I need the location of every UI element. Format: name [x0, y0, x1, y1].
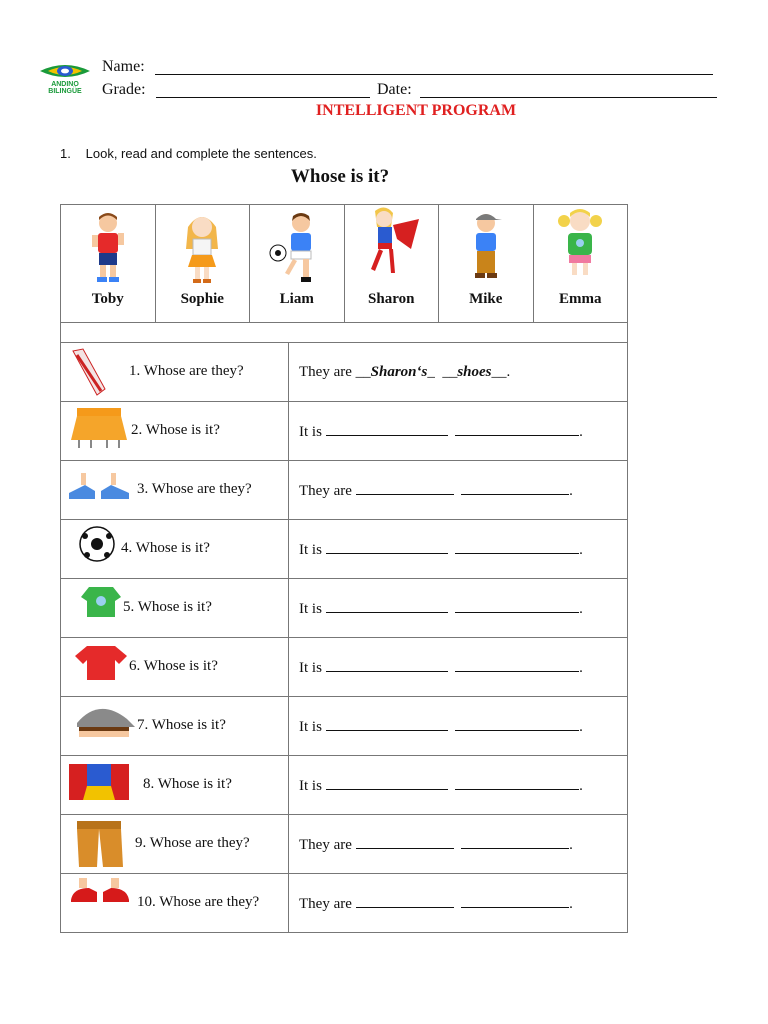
- table-row: [61, 638, 628, 697]
- instruction-number: 1.: [60, 146, 71, 161]
- table-row: [61, 520, 628, 579]
- girl-superhero-icon: [361, 205, 421, 287]
- name-line[interactable]: [155, 74, 713, 75]
- boy-red-shirt-icon: [86, 211, 130, 287]
- child-name: Toby: [91, 291, 124, 307]
- answer-cell[interactable]: It is .: [289, 520, 628, 579]
- question-text: 5. Whose is it?: [123, 599, 212, 615]
- red-shoes-icon: [67, 347, 111, 399]
- question-text: 1. Whose are they?: [129, 363, 244, 379]
- logo-text: ANDINO BILINGÜE: [48, 81, 82, 95]
- table-row: [61, 461, 628, 520]
- grade-label: Grade:: [102, 81, 146, 98]
- question-text: 3. Whose are they?: [137, 481, 252, 497]
- program-title: INTELLIGENT PROGRAM: [315, 102, 517, 119]
- answer-cell[interactable]: They are __Sharon‘s_ __shoes__.: [289, 343, 628, 402]
- grey-cap-icon: [69, 701, 137, 741]
- spacer-row: [60, 321, 628, 343]
- girl-green-sweater-icon: [556, 207, 604, 287]
- instruction-text: Look, read and complete the sentences.: [85, 146, 317, 161]
- boy-cap-icon: [464, 207, 508, 287]
- child-name: Sharon: [368, 291, 415, 307]
- table-row: [61, 874, 628, 933]
- child-name: Mike: [469, 291, 503, 307]
- soccer-ball-icon: [77, 524, 117, 564]
- table-row: [61, 402, 628, 461]
- orange-skirt-icon: [67, 406, 129, 450]
- table-row: [61, 579, 628, 638]
- answer-cell[interactable]: They are .: [289, 461, 628, 520]
- boy-soccer-icon: [269, 211, 325, 287]
- answer-cell[interactable]: It is .: [289, 756, 628, 815]
- answer-cell[interactable]: It is .: [289, 638, 628, 697]
- answer-cell[interactable]: It is .: [289, 402, 628, 461]
- blue-sneakers-icon: [67, 471, 131, 505]
- question-text: 8. Whose is it?: [143, 776, 232, 792]
- child-cell-mike: [439, 205, 534, 323]
- question-text: 10. Whose are they?: [137, 894, 260, 910]
- question-text: 9. Whose are they?: [135, 835, 250, 851]
- table-row: [61, 756, 628, 815]
- red-tshirt-icon: [73, 642, 129, 684]
- question-text: 4. Whose is it?: [121, 540, 210, 556]
- grade-line[interactable]: [156, 97, 370, 98]
- date-line[interactable]: [420, 97, 717, 98]
- answer-cell[interactable]: They are .: [289, 874, 628, 933]
- child-name: Sophie: [180, 291, 224, 307]
- answer-cell[interactable]: They are .: [289, 815, 628, 874]
- child-cell-sophie: [155, 205, 250, 323]
- answer-cell[interactable]: It is .: [289, 697, 628, 756]
- answer-cell[interactable]: It is .: [289, 579, 628, 638]
- girl-orange-skirt-icon: [180, 211, 224, 287]
- table-row: [61, 697, 628, 756]
- child-cell-sharon: [344, 205, 439, 323]
- date-label: Date:: [377, 81, 412, 98]
- child-name: Emma: [559, 291, 602, 307]
- filled-answer: shoes: [457, 363, 492, 380]
- red-shoes-pair-icon: [69, 876, 131, 906]
- school-logo: [38, 57, 92, 97]
- worksheet-heading: Whose is it?: [290, 166, 390, 187]
- table-row: [61, 815, 628, 874]
- question-text: 6. Whose is it?: [129, 658, 218, 674]
- filled-answer: Sharon‘s: [370, 363, 428, 380]
- name-label: Name:: [102, 58, 145, 75]
- superhero-costume-icon: [67, 760, 131, 804]
- child-cell-toby: [61, 205, 156, 323]
- table-row: [61, 343, 628, 402]
- brown-trousers-icon: [71, 819, 127, 869]
- questions-table: [60, 342, 628, 933]
- children-table: [60, 204, 628, 323]
- green-sweater-icon: [79, 583, 123, 621]
- question-text: 2. Whose is it?: [131, 422, 220, 438]
- question-text: 7. Whose is it?: [137, 717, 226, 733]
- child-cell-liam: [250, 205, 345, 323]
- instruction: [60, 146, 317, 161]
- child-cell-emma: [533, 205, 628, 323]
- child-name: Liam: [279, 291, 314, 307]
